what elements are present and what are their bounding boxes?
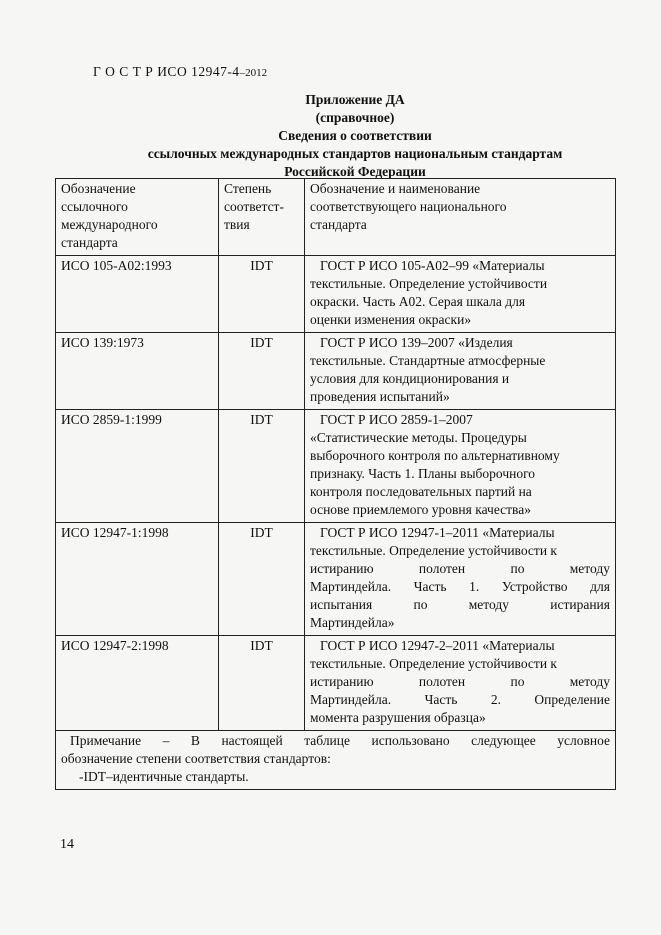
national-standard-cell bbox=[305, 523, 616, 636]
cell-line: контроля последовательных партий на bbox=[310, 484, 532, 499]
cell-line: оценки изменения окраски» bbox=[310, 312, 472, 327]
header-text: Обозначение и наименование bbox=[310, 181, 481, 196]
intl-standard-cell: ИСО 139:1973 bbox=[56, 333, 219, 410]
appendix-label: Приложение ДА bbox=[305, 92, 405, 107]
document-header bbox=[93, 64, 267, 80]
standard-year: –2012 bbox=[239, 67, 268, 79]
appendix-subheading: ссылочных международных стандартов национальным стандартам bbox=[147, 146, 563, 161]
cell-line: текстильные. Определение устойчивости к bbox=[310, 656, 557, 671]
degree-cell: IDT bbox=[219, 256, 305, 333]
degree-cell: IDT bbox=[219, 410, 305, 523]
cell-line: проведения испытаний» bbox=[310, 389, 450, 404]
cell-line: истиранию полотен по методу bbox=[310, 561, 610, 576]
table-note-row bbox=[56, 731, 616, 790]
cell-line: признаку. Часть 1. Планы выборочного bbox=[310, 466, 536, 481]
cell-line: испытания по методу истирания bbox=[310, 597, 610, 612]
intl-standard-cell: ИСО 12947-1:1998 bbox=[56, 523, 219, 636]
table-row bbox=[56, 636, 616, 731]
page-number: 14 bbox=[60, 837, 74, 852]
cell-line: Мартиндейла» bbox=[310, 615, 395, 630]
table-row bbox=[56, 410, 616, 523]
table-header-row bbox=[56, 179, 616, 256]
degree-cell: IDT bbox=[219, 333, 305, 410]
national-standard-cell bbox=[305, 333, 616, 410]
header-text: твия bbox=[224, 217, 250, 232]
header-national-standard bbox=[305, 179, 616, 256]
table-note bbox=[56, 731, 616, 790]
note-line: обозначение степени соответствия стандартов: bbox=[61, 751, 331, 766]
degree-cell: IDT bbox=[219, 636, 305, 731]
header-text: стандарта bbox=[310, 217, 367, 232]
cell-line: ГОСТ Р ИСО 12947-1–2011 «Материалы bbox=[320, 525, 555, 540]
cell-line: условия для кондиционирования и bbox=[310, 371, 510, 386]
header-text: ссылочного bbox=[61, 199, 128, 214]
cell-line: Мартиндейла. Часть 2. Определение bbox=[310, 692, 610, 707]
note-line: -IDT–идентичные стандарты. bbox=[79, 769, 249, 784]
standard-designation: Г О С Т Р ИСО 12947-4 bbox=[93, 64, 240, 79]
cell-line: ГОСТ Р ИСО 105-А02–99 «Материалы bbox=[320, 258, 545, 273]
cell-line: Мартиндейла. Часть 1. Устройство для bbox=[310, 579, 610, 594]
header-text: соответст- bbox=[224, 199, 284, 214]
cell-line: «Статистические методы. Процедуры bbox=[310, 430, 527, 445]
national-standard-cell bbox=[305, 256, 616, 333]
table-row bbox=[56, 256, 616, 333]
cell-line: ГОСТ Р ИСО 139–2007 «Изделия bbox=[320, 335, 513, 350]
note-line: Примечание – В настоящей таблице использовано следующее условное bbox=[70, 733, 610, 748]
correspondence-table bbox=[55, 178, 616, 790]
intl-standard-cell: ИСО 2859-1:1999 bbox=[56, 410, 219, 523]
header-text: соответствующего национального bbox=[310, 199, 507, 214]
header-text: Обозначение bbox=[61, 181, 136, 196]
cell-line: текстильные. Определение устойчивости к bbox=[310, 543, 557, 558]
header-text: международного bbox=[61, 217, 158, 232]
cell-line: ГОСТ Р ИСО 12947-2–2011 «Материалы bbox=[320, 638, 555, 653]
cell-line: текстильные. Стандартные атмосферные bbox=[310, 353, 546, 368]
appendix-type: (справочное) bbox=[315, 110, 395, 125]
intl-standard-cell: ИСО 105-А02:1993 bbox=[56, 256, 219, 333]
cell-line: истиранию полотен по методу bbox=[310, 674, 610, 689]
national-standard-cell bbox=[305, 410, 616, 523]
cell-line: основе приемлемого уровня качества» bbox=[310, 502, 531, 517]
header-degree bbox=[219, 179, 305, 256]
header-text: Степень bbox=[224, 181, 272, 196]
intl-standard-cell: ИСО 12947-2:1998 bbox=[56, 636, 219, 731]
cell-line: текстильные. Определение устойчивости bbox=[310, 276, 548, 291]
appendix-heading: Сведения о соответствии bbox=[278, 128, 432, 143]
appendix-subheading-2: Российской Федерации bbox=[284, 164, 426, 179]
national-standard-cell bbox=[305, 636, 616, 731]
degree-cell: IDT bbox=[219, 523, 305, 636]
header-intl-standard bbox=[56, 179, 219, 256]
cell-line: момента разрушения образца» bbox=[310, 710, 486, 725]
appendix-title bbox=[60, 91, 650, 181]
cell-line: выборочного контроля по альтернативному bbox=[310, 448, 560, 463]
cell-line: окраски. Часть А02. Серая шкала для bbox=[310, 294, 526, 309]
table-row bbox=[56, 523, 616, 636]
header-text: стандарта bbox=[61, 235, 118, 250]
cell-line: ГОСТ Р ИСО 2859-1–2007 bbox=[320, 412, 473, 427]
table-row bbox=[56, 333, 616, 410]
